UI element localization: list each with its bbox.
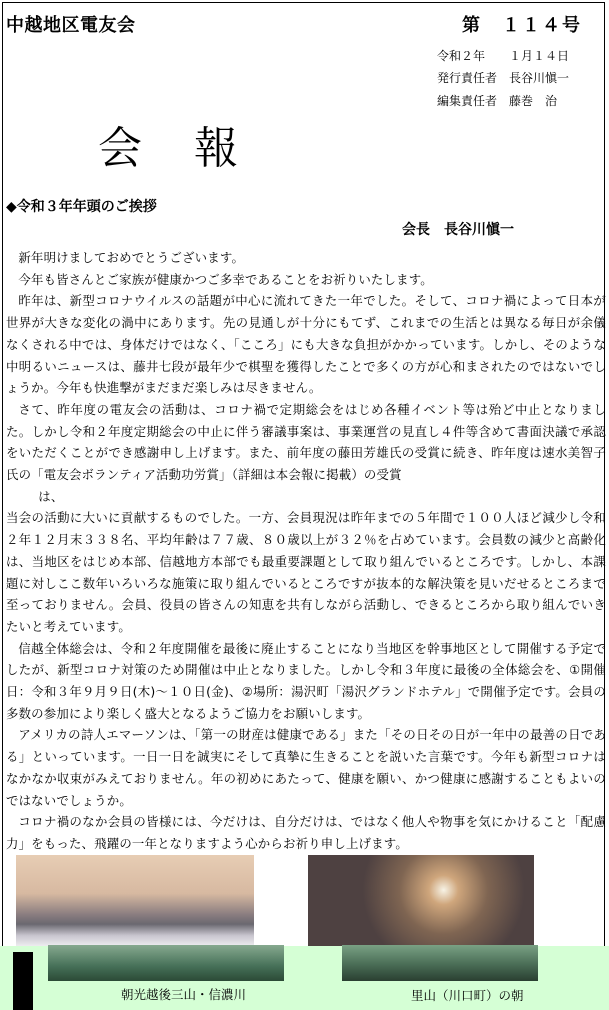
satoyama-sunrise-photo <box>308 855 534 947</box>
footer-photo-right <box>342 945 538 981</box>
paragraph: 昨年は、新型コロナウイルスの話題が中心に流れてきた一年でした。そして、コロナ禍によって日本が世界が大きな変化の渦中にあります。先の見通しが十分にもてず、これまでの生活とは異なる毎日が余儀なくされる中では、身体だけではなく、「こころ」にも大きな負担がかかっています。しかし、そのような中明るいニュースは、藤井七段が最年少で棋聖を獲得したことで多くの方が心和まされたのではないでしょうか。今年も快進撃がまだまだ楽しみは尽きません。 <box>6 293 606 396</box>
footer-dark-bar <box>13 952 33 1010</box>
paragraph: アメリカの詩人エマーソンは、「第一の財産は健康である」また「その日その日が一年中の最善の日である」といっています。一日一日を誠実にそして真摯に生きることを説いた言葉です。今年も新型コロナはなかなか収束がみえておりません。年の初めにあたって、健康を願い、かつ健康に感謝することもよいのではないでしょうか。 <box>6 727 606 808</box>
paragraph: さて、昨年度の電友会の活動は、コロナ禍で定期総会をはじめ各種イベント等は殆ど中止となりました。しかし令和２年度定期総会の中止に伴う審議事案は、事業運営の見直し４件等含めて書面決議で承認をいただくことができ感謝申し上げます。また、前年度の藤田芳雄氏の受賞に続き、昨年度は速水美智子氏の「電友会ボランティア活動功労賞」（詳細は本会報に掲載）の受賞 <box>6 401 606 483</box>
photo-caption-right: 里山（川口町）の朝 <box>411 988 524 1003</box>
article-author: 会長 長谷川愼一 <box>402 222 514 238</box>
editor: 編集責任者 藤巻 治 <box>437 94 558 108</box>
issue-date: 令和２年 １月１４日 <box>437 49 570 63</box>
paragraph: 今年も皆さんとご家族が健康かつご多幸であることをお祈りいたします。 <box>18 271 433 287</box>
paragraph: 新年明けましておめでとうございます。 <box>18 250 245 265</box>
article-body <box>6 247 606 855</box>
paragraph-fragment: は、 <box>38 488 64 504</box>
organization-name: 中越地区電友会 <box>6 15 136 36</box>
footer-photo-left <box>48 945 284 981</box>
photo-caption-left: 朝光越後三山・信濃川 <box>121 987 247 1002</box>
paragraph: 当会の活動に大いに貢献するものでした。一方、会員現況は昨年までの５年間で１００人ほど減少し令和２年１２月末３３８名、平均年齢は７７歳、８０歳以上が３２％を占めています。会員数の減少と高齢化は、当地区をはじめ本部、信越地方本部でも最重要課題として取り組んでいるところです。しかし、本課題に対しここ数年いろいろな施策に取り組んでいるところですが抜本的な解決策を見いだせるところまで至っておりません。会員、役員の皆さんの知恵を共有しながら活動し、できるところから取り組んでいきたいと考えています。 <box>6 510 606 634</box>
issue-number: 第 １１４号 <box>462 15 582 36</box>
publisher: 発行責任者 長谷川愼一 <box>437 71 570 85</box>
article-heading: ◆令和３年年頭のご挨拶 <box>6 199 157 215</box>
paragraph: 信越全体総会は、令和２年度開催を最後に廃止することになり当地区を幹事地区として開催する予定でしたが、新型コロナ対策のため開催は中止となりました。しかし令和３年度に最後の全体総会を、①開催日：令和３年９月９日(木)～１０日(金)、②場所：湯沢町「湯沢グランドホテル」で開催予定です。会員の多数の参加により楽しく盛大となるようご協力をお願いします。 <box>6 640 606 721</box>
paragraph: コロナ禍のなか会員の皆様には、今だけは、自分だけは、ではなく他人や物事を気にかけること「配慮力」をもった、飛躍の一年となりますよう心からお祈り申し上げます。 <box>6 814 606 851</box>
page-title: 会 報 <box>98 123 242 174</box>
mountain-river-photo <box>16 855 254 951</box>
